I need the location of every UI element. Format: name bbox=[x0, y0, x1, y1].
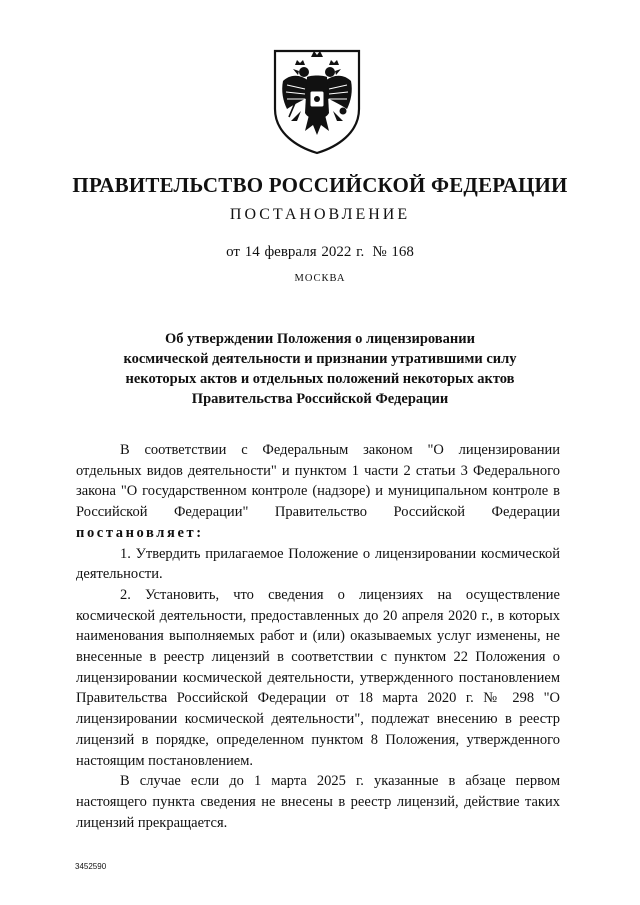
item-2-continuation-paragraph: В случае если до 1 марта 2025 г. указанные в абзаце первом настоящего пункта сведения не внесены в реестр лицензий, действие таких лицензий прекращается. bbox=[76, 773, 560, 831]
heading-line: Правительства Российской Федерации bbox=[191, 391, 449, 407]
document-city: МОСКВА bbox=[294, 273, 346, 284]
government-title: ПРАВИТЕЛЬСТВО РОССИЙСКОЙ ФЕДЕРАЦИИ bbox=[72, 173, 568, 197]
heading-line: Об утверждении Положения о лицензировании bbox=[165, 331, 475, 347]
state-emblem-icon bbox=[271, 47, 363, 155]
document-body bbox=[76, 440, 560, 833]
document-heading bbox=[100, 329, 540, 409]
preamble-paragraph bbox=[76, 440, 560, 544]
document-code: 3452590 bbox=[75, 862, 107, 871]
preamble-text: В соответствии с Федеральным законом "О лицензировании отдельных видов деятельности" и пунктом 1 части 2 статьи 3 Федерального закона "О государственном контроле (надзоре) и муниципальном контроле в Российской Федерации" Правительство Российской Федерации bbox=[76, 442, 560, 521]
item-1-paragraph: 1. Утвердить прилагаемое Положение о лицензировании космической деятельности. bbox=[76, 545, 560, 583]
document-type: ПОСТАНОВЛЕНИЕ bbox=[229, 206, 411, 223]
document-number: № 168 bbox=[372, 244, 414, 260]
heading-line: космической деятельности и признании утратившими силу bbox=[123, 351, 517, 367]
document-date: от 14 февраля 2022 г. bbox=[226, 244, 365, 260]
decree-word: постановляет: bbox=[76, 524, 204, 541]
document-date-number bbox=[0, 244, 640, 261]
heading-line: некоторых актов и отдельных положений некоторых актов bbox=[125, 371, 515, 387]
item-2-paragraph: 2. Установить, что сведения о лицензиях на осуществление космической деятельности, предоставленных до 20 апреля 2020 г., в которых наименования выполняемых работ и (или) оказываемых услуг изменены, не внесенные в реестр лицензий в соответствии с пунктом 22 Положения о лицензировании космической деятельности, утвержденного постановлением Правительства Российской Федерации от 18 марта 2020 г. № 298 "О лицензировании космической деятельности", подлежат внесению в реестр лицензий в порядке, определенном пунктом 8 Положения, утвержденного настоящим постановлением. bbox=[76, 586, 560, 769]
